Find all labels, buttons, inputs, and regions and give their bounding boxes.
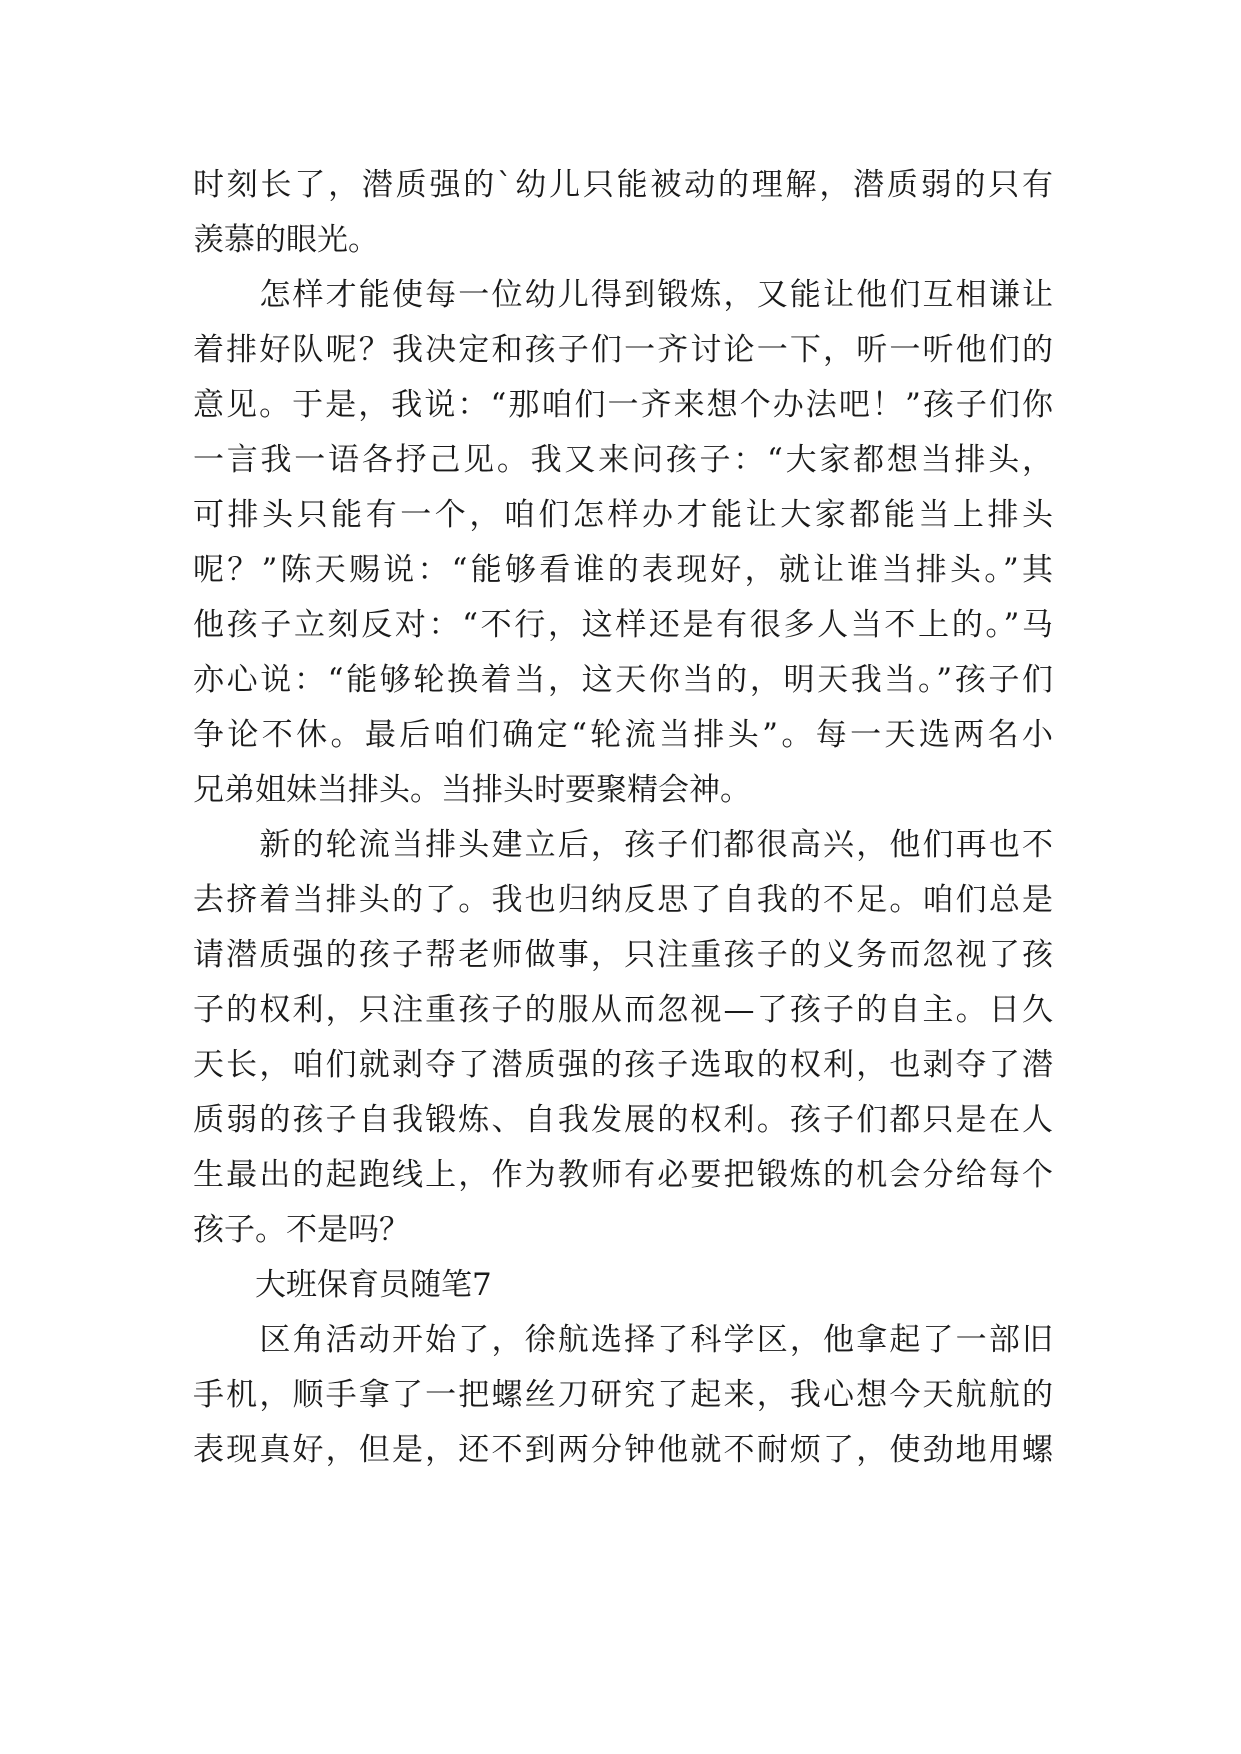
text-line: 意见。于是，我说：“那咱们一齐来想个办法吧！”孩子们你 <box>193 387 1053 423</box>
text-line: 质弱的孩子自我锻炼、自我发展的权利。孩子们都只是在人 <box>193 1102 1053 1138</box>
text-line: 他孩子立刻反对：“不行，这样还是有很多人当不上的。”马 <box>193 607 1053 643</box>
text-line: 区角活动开始了，徐航选择了科学区，他拿起了一部旧 <box>193 1322 1053 1358</box>
text-line: 时刻长了，潜质强的`幼儿只能被动的理解，潜质弱的只有 <box>193 167 1053 203</box>
text-line: 羡慕的眼光。 <box>193 222 379 258</box>
text-line: 子的权利，只注重孩子的服从而忽视—了孩子的自主。日久 <box>193 992 1053 1028</box>
text-line: 表现真好，但是，还不到两分钟他就不耐烦了，使劲地用螺 <box>193 1432 1053 1468</box>
text-line: 孩子。不是吗？ <box>193 1212 410 1248</box>
text-line: 怎样才能使每一位幼儿得到锻炼，又能让他们互相谦让 <box>193 277 1053 313</box>
text-line: 手机，顺手拿了一把螺丝刀研究了起来，我心想今天航航的 <box>193 1377 1053 1413</box>
text-line: 可排头只能有一个，咱们怎样办才能让大家都能当上排头 <box>193 497 1053 533</box>
text-line: 争论不休。最后咱们确定“轮流当排头”。每一天选两名小 <box>193 717 1053 753</box>
text-line: 亦心说：“能够轮换着当，这天你当的，明天我当。”孩子们 <box>193 662 1053 698</box>
text-line: 一言我一语各抒己见。我又来问孩子：“大家都想当排头， <box>193 442 1053 478</box>
text-line: 天长，咱们就剥夺了潜质强的孩子选取的权利，也剥夺了潜 <box>193 1047 1053 1083</box>
text-line: 去挤着当排头的了。我也归纳反思了自我的不足。咱们总是 <box>193 882 1053 918</box>
text-line: 新的轮流当排头建立后，孩子们都很高兴，他们再也不 <box>193 827 1053 863</box>
text-line: 生最出的起跑线上，作为教师有必要把锻炼的机会分给每个 <box>193 1157 1053 1193</box>
text-line: 请潜质强的孩子帮老师做事，只注重孩子的义务而忽视了孩 <box>193 937 1053 973</box>
text-line: 着排好队呢？我决定和孩子们一齐讨论一下，听一听他们的 <box>193 332 1053 368</box>
text-line: 呢？”陈天赐说：“能够看谁的表现好，就让谁当排头。”其 <box>193 552 1053 588</box>
text-line: 兄弟姐妹当排头。当排头时要聚精会神。 <box>193 772 751 808</box>
section-heading: 大班保育员随笔7 <box>193 1267 492 1303</box>
